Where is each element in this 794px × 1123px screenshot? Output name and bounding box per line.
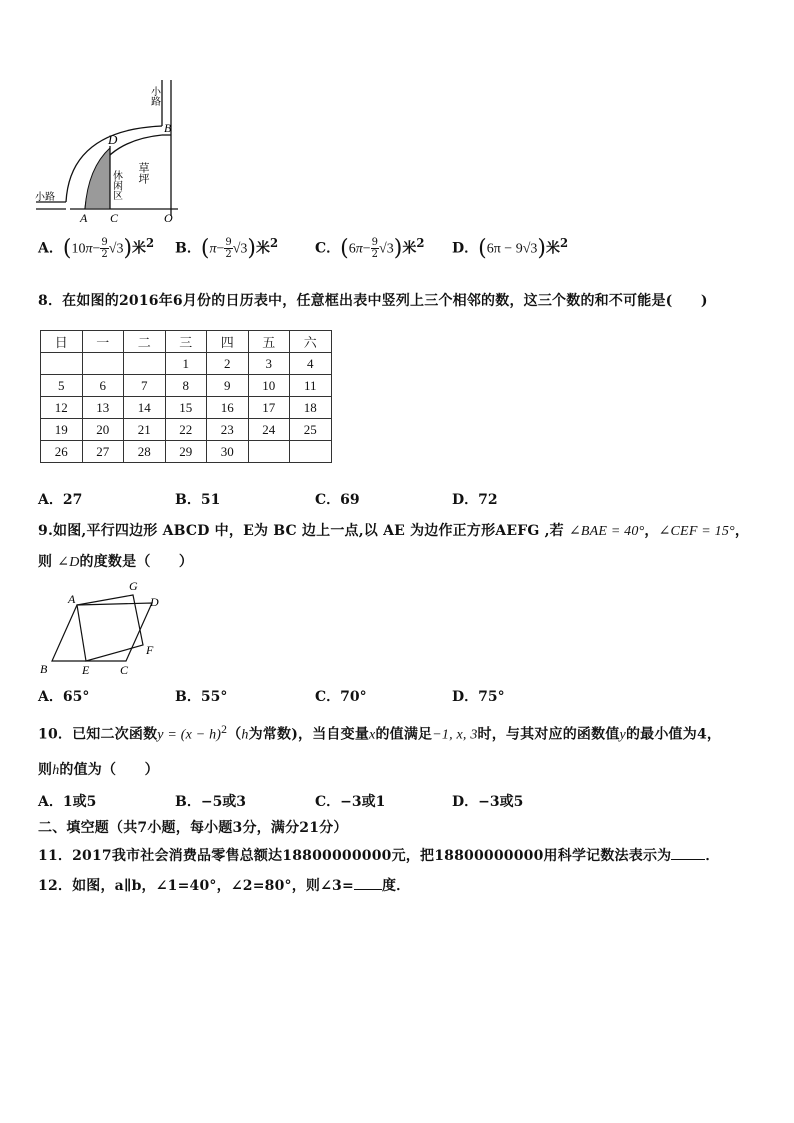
calendar-cell — [124, 353, 166, 375]
calendar-cell: 3 — [248, 353, 290, 375]
q8-option-c: C．69 — [315, 492, 360, 508]
calendar-header: 四 — [207, 331, 249, 353]
calendar-cell — [290, 441, 332, 463]
calendar-cell: 20 — [82, 419, 124, 441]
calendar-cell: 27 — [82, 441, 124, 463]
q7-option-b: B．(π− $\frac{9}{2}$ √3)米$^2$ — [175, 236, 279, 262]
q9-option-b: B．55° — [175, 689, 228, 705]
q8-option-a: A．27 — [38, 492, 83, 508]
q10-option-b: B．−5或3 — [175, 794, 247, 810]
calendar-cell — [248, 441, 290, 463]
fig9-label-e: E — [82, 663, 90, 677]
calendar-cell: 10 — [248, 375, 290, 397]
q9-stem-line1: 9.如图,平行四边形 ABCD 中，E为 BC 边上一点,以 AE 为边作正方形AEFG ,若 ∠BAE = 40°，∠CEF = 15°， — [38, 523, 750, 539]
label-lawn: 草坪 — [137, 162, 149, 184]
calendar-cell: 16 — [207, 397, 249, 419]
label-road-left: 小路 — [35, 192, 55, 203]
calendar-cell: 4 — [290, 353, 332, 375]
fig9-label-g: G — [129, 579, 138, 593]
q12-answer-blank[interactable] — [354, 875, 382, 890]
fig9-label-f: F — [146, 643, 154, 657]
calendar-header: 二 — [124, 331, 166, 353]
q10-option-a: A．1或5 — [38, 794, 97, 810]
calendar-cell — [82, 353, 124, 375]
q9-option-d: D．75° — [452, 689, 505, 705]
calendar-row — [41, 375, 332, 397]
calendar-cell: 9 — [207, 375, 249, 397]
label-c: C — [110, 211, 119, 225]
calendar-header: 五 — [248, 331, 290, 353]
calendar-cell: 12 — [41, 397, 83, 419]
calendar-cell: 14 — [124, 397, 166, 419]
calendar-cell — [41, 353, 83, 375]
q7-option-d: D．(6π − 9√3)米$^2$ — [452, 236, 569, 262]
q11-answer-blank[interactable] — [671, 845, 705, 860]
q9-stem-line2: 则 ∠D的度数是（ ） — [38, 554, 194, 570]
q8-option-b: B．51 — [175, 492, 221, 508]
q10-stem-line2: 则h的值为（ ） — [38, 762, 159, 778]
q7-option-a: A．(10π− $\frac{9}{2}$ √3)米$^2$ — [38, 236, 155, 262]
fig9-label-d: D — [150, 595, 159, 609]
label-rest-area: 休闲区 — [110, 170, 122, 200]
calendar-cell: 23 — [207, 419, 249, 441]
calendar-cell: 28 — [124, 441, 166, 463]
calendar-row — [41, 353, 332, 375]
label-d: D — [108, 132, 118, 147]
calendar-cell: 5 — [41, 375, 83, 397]
calendar-cell: 18 — [290, 397, 332, 419]
q7-option-c: C．(6π− $\frac{9}{2}$ √3)米$^2$ — [315, 236, 425, 262]
calendar-row — [41, 419, 332, 441]
q8-stem: 8．在如图的2016年6月份的日历表中，任意框出表中竖列上三个相邻的数，这三个数的和不可能是( ) — [38, 293, 708, 309]
fig9-label-a: A — [68, 592, 76, 606]
calendar-cell: 11 — [290, 375, 332, 397]
q10-option-c: C．−3或1 — [315, 794, 386, 810]
figure-q9 — [36, 578, 171, 678]
q10-option-d: D．−3或5 — [452, 794, 524, 810]
calendar-cell: 21 — [124, 419, 166, 441]
q11-stem: 11．2017我市社会消费品零售总额达18800000000元，把18800000000用科学记数法表示为 ． — [38, 845, 720, 865]
label-road-top: 小路 — [148, 86, 160, 106]
calendar-cell: 29 — [165, 441, 207, 463]
calendar-header-row — [41, 331, 332, 353]
label-b: B — [164, 121, 172, 135]
label-a: A — [80, 211, 88, 225]
fig9-label-c: C — [120, 663, 129, 677]
calendar-cell: 15 — [165, 397, 207, 419]
label-o: O — [164, 211, 173, 225]
calendar-cell: 19 — [41, 419, 83, 441]
calendar-cell: 24 — [248, 419, 290, 441]
calendar-cell: 8 — [165, 375, 207, 397]
calendar-cell: 2 — [207, 353, 249, 375]
calendar-row — [41, 441, 332, 463]
q8-option-d: D．72 — [452, 492, 498, 508]
figure-q7 — [30, 78, 190, 228]
calendar-cell: 26 — [41, 441, 83, 463]
calendar-header: 日 — [41, 331, 83, 353]
calendar-header: 一 — [82, 331, 124, 353]
calendar-cell: 30 — [207, 441, 249, 463]
q10-stem-line1: 10．已知二次函数$y = (x - h)^2(h$为常数)，当自变量x的值满足−1, x, 3时，与其对应的函数值y的最小值为4， — [38, 723, 722, 743]
calendar-row — [41, 397, 332, 419]
calendar-cell: 25 — [290, 419, 332, 441]
calendar-cell: 1 — [165, 353, 207, 375]
calendar-table — [40, 330, 332, 463]
calendar-cell: 17 — [248, 397, 290, 419]
fig9-label-b: B — [40, 662, 48, 676]
calendar-cell: 22 — [165, 419, 207, 441]
section-title-fill-in: 二、填空题（共7小题，每小题3分，满分21分） — [38, 820, 348, 836]
q9-option-c: C．70° — [315, 689, 367, 705]
calendar-cell: 13 — [82, 397, 124, 419]
calendar-cell: 7 — [124, 375, 166, 397]
q9-option-a: A．65° — [38, 689, 90, 705]
calendar-header: 六 — [290, 331, 332, 353]
calendar-header: 三 — [165, 331, 207, 353]
calendar-cell: 6 — [82, 375, 124, 397]
q12-stem: 12．如图，a∥b，∠1=40°，∠2=80°，则∠3= 度． — [38, 875, 410, 895]
